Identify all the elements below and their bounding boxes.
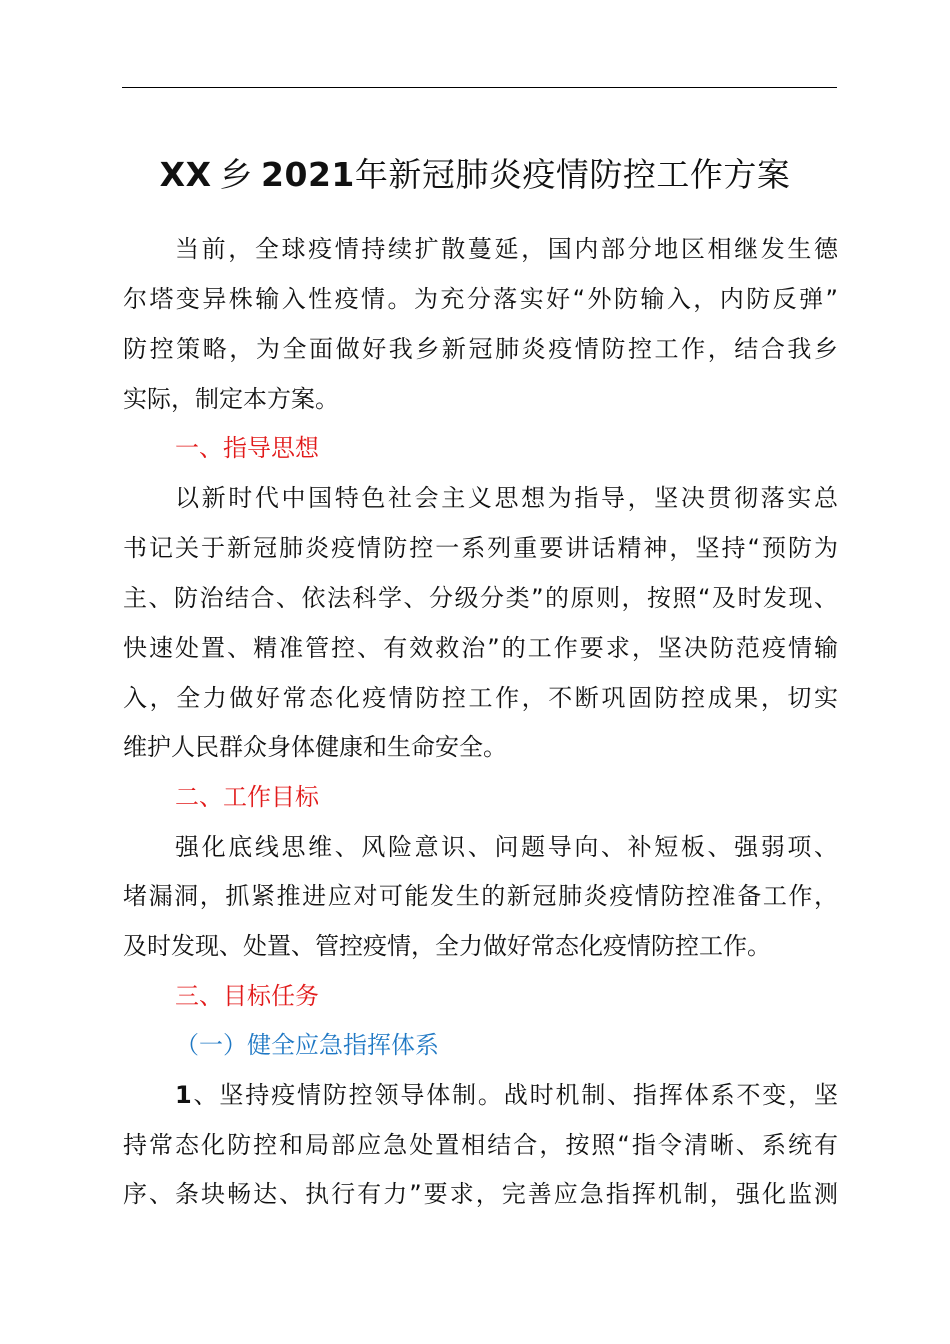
title-year: 2021 (261, 155, 355, 194)
item1-line: 序、条块畅达、执行有力”要求，完善应急指挥机制，强化监测 (123, 1180, 838, 1208)
section2-line: 及时发现、处置、管控疫情，全力做好常态化疫情防控工作。 (123, 932, 771, 960)
title-latin: XX (159, 155, 212, 194)
subsection-heading-command-system: （一）健全应急指挥体系 (175, 1031, 439, 1059)
section2-line: 强化底线思维、风险意识、问题导向、补短板、强弱项、 (175, 833, 838, 861)
item1-line: 持常态化防控和局部应急处置相结合，按照“指令清晰、系统有 (123, 1131, 838, 1159)
section1-line: 主、防治结合、依法科学、分级分类”的原则，按照“及时发现、 (123, 584, 838, 612)
title-part2: 年新冠肺炎疫情防控工作方案 (354, 155, 791, 194)
section-heading-work-goals: 二、工作目标 (175, 783, 319, 811)
item1-line (175, 1070, 838, 1120)
section2-line: 堵漏洞，抓紧推进应对可能发生的新冠肺炎疫情防控准备工作， (123, 882, 838, 910)
intro-line: 防控策略，为全面做好我乡新冠肺炎疫情防控工作，结合我乡 (123, 335, 838, 363)
section1-line: 入，全力做好常态化疫情防控工作，不断巩固防控成果，切实 (123, 684, 838, 712)
section1-line: 维护人民群众身体健康和生命安全。 (123, 733, 507, 761)
item1-number: 1 (175, 1081, 192, 1109)
page-title (0, 150, 950, 200)
section1-line: 快速处置、精准管控、有效救治”的工作要求，坚决防范疫情输 (123, 634, 838, 662)
item1-first-line: 、坚持疫情防控领导体制。战时机制、指挥体系不变，坚 (191, 1081, 838, 1109)
title-part1: 乡 (219, 155, 254, 194)
section-heading-guiding-thought: 一、指导思想 (175, 434, 319, 462)
section-heading-target-tasks: 三、目标任务 (175, 982, 319, 1010)
section1-line: 以新时代中国特色社会主义思想为指导，坚决贯彻落实总 (175, 484, 838, 512)
header-rule (122, 87, 837, 88)
intro-line: 尔塔变异株输入性疫情。为充分落实好“外防输入，内防反弹” (123, 285, 838, 313)
intro-line: 当前，全球疫情持续扩散蔓延，国内部分地区相继发生德 (175, 235, 838, 263)
intro-line: 实际，制定本方案。 (123, 385, 339, 413)
section1-line: 书记关于新冠肺炎疫情防控一系列重要讲话精神，坚持“预防为 (123, 534, 838, 562)
